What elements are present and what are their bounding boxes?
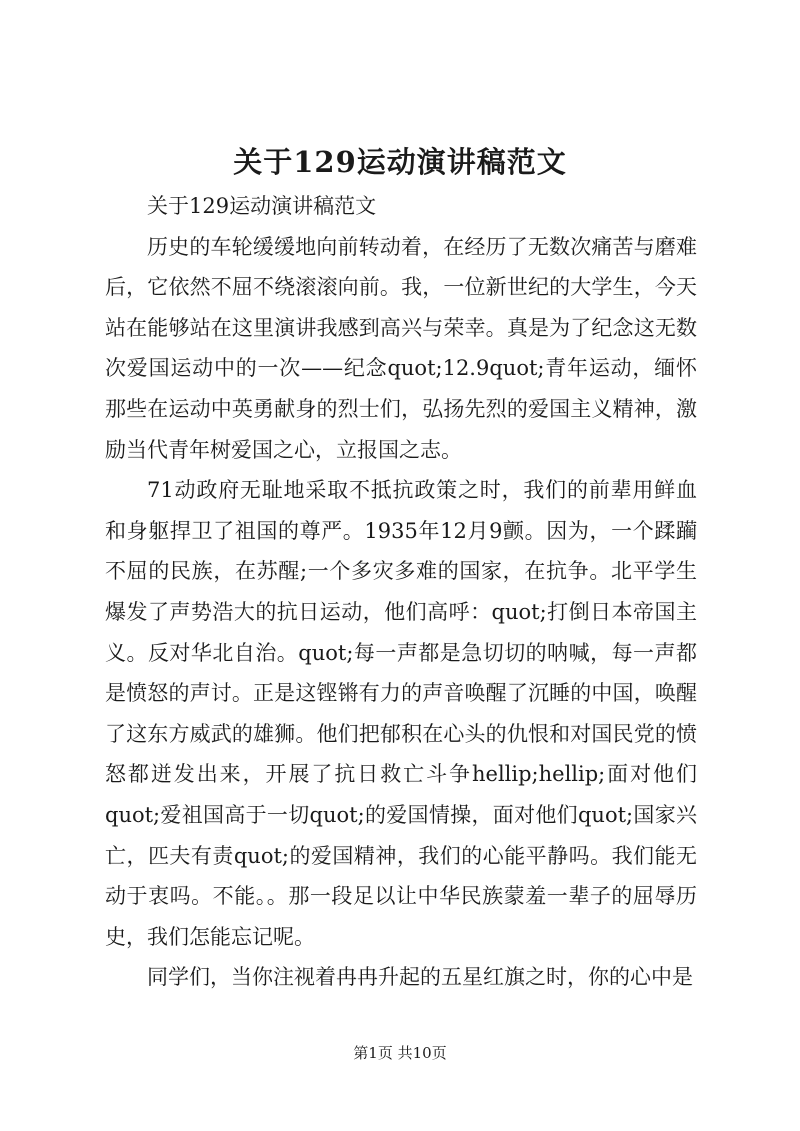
paragraph-1: 历史的车轮缓缓地向前转动着，在经历了无数次痛苦与磨难后，它依然不屈不绕滚滚向前。我，一位新世纪的大学生，今天站在能够站在这里演讲我感到高兴与荣幸。真是为了纪念这无数次爱国运动中的一次——纪念quot;12.9quot;青年运动，缅怀那些在运动中英勇献身的烈士们，弘扬先烈的爱国主义精神，激励当代青年树爱国之心，立报国之志。 [105,234,697,462]
document-body [105,186,697,998]
page-number-footer: 第1页 共10页 [353,1044,447,1062]
document-title: 关于129运动演讲稿范文 [233,145,567,179]
paragraph-3: 同学们，当你注视着冉冉升起的五星红旗之时，你的心中是 [147,965,693,990]
paragraph-2: 71动政府无耻地采取不抵抗政策之时，我们的前辈用鲜血和身躯捍卫了祖国的尊严。1935年12月9颤。因为，一个蹂躏不屈的民族，在苏醒;一个多灾多难的国家，在抗争。北平学生爆发了声势浩大的抗日运动，他们高呼：quot;打倒日本帝国主义。反对华北自治。quot;每一声都是急切切的呐喊，每一声都是愤怒的声讨。正是这铿锵有力的声音唤醒了沉睡的中国，唤醒了这东方威武的雄狮。他们把郁积在心头的仇恨和对国民党的愤怒都迸发出来，开展了抗日救亡斗争hellip;hellip;面对他们quot;爱祖国高于一切quot;的爱国情操，面对他们quot;国家兴亡，匹夫有责quot;的爱国精神，我们的心能平静吗。我们能无动于衷吗。不能。。那一段足以让中华民族蒙羞一辈子的屈辱历史，我们怎能忘记呢。 [105,478,697,949]
paragraph-subtitle: 关于129运动演讲稿范文 [147,194,377,218]
